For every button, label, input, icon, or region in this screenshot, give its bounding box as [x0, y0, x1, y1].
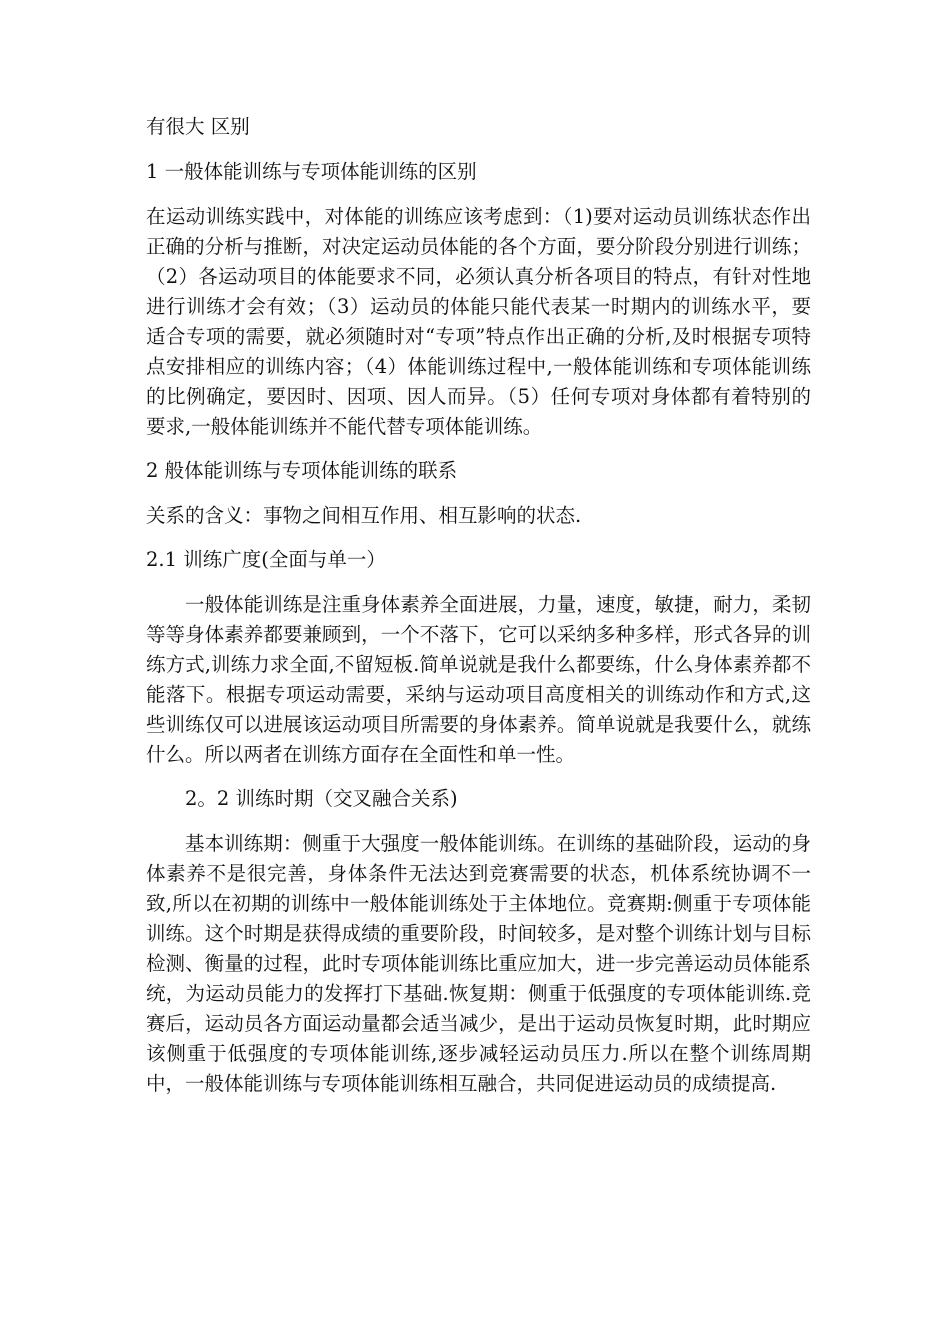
continued-text: 有很大 区别 — [146, 115, 250, 138]
paragraph-training-breadth: 一般体能训练是注重身体素养全面进展，力量，速度，敏捷，耐力，柔韧等等身体素养都要兼顾到，一个不落下，它可以采纳多种多样，形式各异的训练方式,训练力求全面,不留短板.简单说就是我什么都要练，什么身体素养都不能落下。根据专项运动需要，采纳与运动项目高度相关的训练动作和方式,这些训练仅可以进展该运动项目所需要的身体素养。简单说就是我要什么，就练什么。所以两者在训练方面存在全面性和单一性。 — [146, 593, 811, 766]
paragraph-relation-meaning: 关系的含义：事物之间相互作用、相互影响的状态. — [146, 504, 582, 527]
paragraph-differences: 在运动训练实践中，对体能的训练应该考虑到：（1)要对运动员训练状态作出正确的分析与推断，对决定运动员体能的各个方面，要分阶段分别进行训练；（2）各运动项目的体能要求不同，必须认真分析各项目的特点，有针对性地进行训练才会有效；（3）运动员的体能只能代表某一时期内的训练水平，要适合专项的需要，就必须随时对“专项”特点作出正确的分析,及时根据专项特点安排相应的训练内容；（4）体能训练过程中,一般体能训练和专项体能训练的比例确定，要因时、因项、因人而异。（5）任何专项对身体都有着特别的要求,一般体能训练并不能代替专项体能训练。 — [146, 205, 811, 438]
subsection-heading-2-1: 2.1 训练广度(全面与单一） — [146, 548, 386, 571]
paragraph-training-period: 基本训练期：侧重于大强度一般体能训练。在训练的基础阶段，运动的身体素养不是很完善，身体条件无法达到竞赛需要的状态，机体系统协调不一致,所以在初期的训练中一般体能训练处于主体地位。竞赛期:侧重于专项体能训练。这个时期是获得成绩的重要阶段，时间较多，是对整个训练计划与目标检测、衡量的过程，此时专项体能训练比重应加大，进一步完善运动员体能系统，为运动员能力的发挥打下基础.恢复期：侧重于低强度的专项体能训练.竞赛后，运动员各方面运动量都会适当减少，是出于运动员恢复时期，此时期应该侧重于低强度的专项体能训练,逐步减轻运动员压力.所以在整个训练周期中，一般体能训练与专项体能训练相互融合，共同促进运动员的成绩提高. — [146, 832, 811, 1095]
section-heading-2: 2 般体能训练与专项体能训练的联系 — [146, 459, 458, 482]
section-heading-1: 1 一般体能训练与专项体能训练的区别 — [146, 160, 477, 183]
document-page — [146, 112, 811, 1113]
subsection-heading-2-2: 2。2 训练时期（交叉融合关系) — [185, 787, 458, 810]
